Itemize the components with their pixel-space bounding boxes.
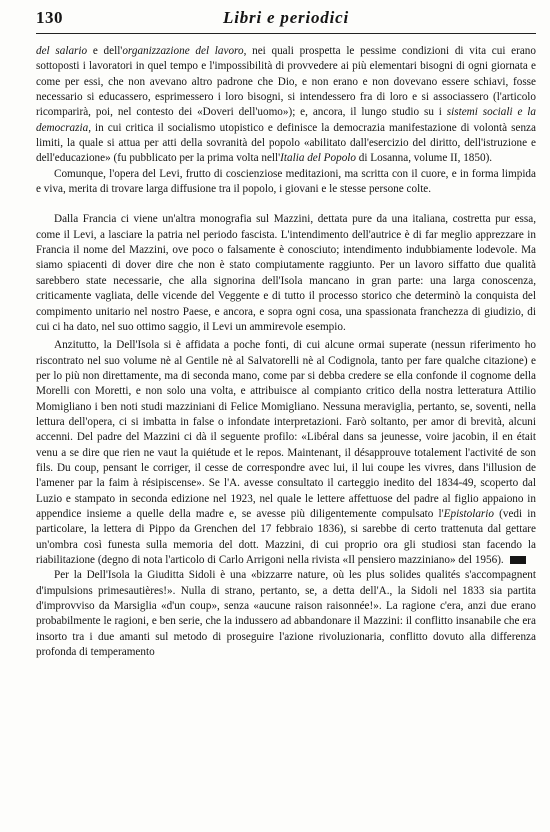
italic-term: organizzazione del lavoro xyxy=(122,45,244,57)
page-number: 130 xyxy=(36,8,63,27)
paragraph-1 xyxy=(36,44,536,167)
text-run: di Losanna, volume II, 1850). xyxy=(356,152,493,165)
running-title: Libri e periodici xyxy=(223,8,349,27)
paragraph-5: Per la Dell'Isola la Giuditta Sidoli è una «bizzarre nature, où les plus solides qualités s'accompagnent d'impulsions primesautières!». Nulla di strano, pertanto, se, a detta dell'A., la Sidoli nel 1833 sia partita d'improvviso da Marsiglia «d'un coup», senza «aucune raison raisonnée!». La ragione c'era, anzi due erano probabilmente le ragioni, e ben serie, che la indussero ad abbandonare il Mazzini: il conflitto insanabile che era insorto tra i due amanti sul metodo di proseguire l'azione rivoluzionaria, conflitto dovuto alla differenza profonda di temperamento xyxy=(36,569,536,659)
text-run: , in cui critica il socialismo utopistico e definisce la democrazia manifestazione di volontà senza limiti, la quale si attua per atti della sovranità del popolo «abilitato dall'esercizio del diritto, dell'istruzione e dell'educazione» (fu pubblicato per la prima volta nell' xyxy=(36,121,536,165)
header-rule xyxy=(36,33,536,34)
section-gap xyxy=(36,197,536,212)
paragraph-2: Comunque, l'opera del Levi, frutto di coscienziose meditazioni, ma scritta con il cuore, e in forma limpida e viva, merita di trovare larga diffusione tra il popolo, i giovani e le stesse persone colte. xyxy=(36,167,536,196)
italic-term: Epistolario xyxy=(443,507,494,520)
text-run: Anzitutto, la Dell'Isola si è affidata a poche fonti, di cui alcune ormai superate (nessun riferimento ho riscontrato nel suo volume nè al Gentile nè al Salvatorelli nè al Codignola, tanto per fare qualche citazione) e per lo più non direttamente, ma di seconda mano, come par si debba credere se ella confonde il cognome della Morelli con Moretti, e non solo una volta, e attribuisce al compianto critico della nostra letteratura Attilio Momigliano i ben noti studi mazziniani di Felice Momigliano. Nessuna meraviglia, pertanto, se, soventi, nella lettura dell'opera, ci si imbatta in false o infondate interpretazioni. Farò soltanto, per amor di brevità, alcuni accenni. Del padre del Mazzini ci dà il seguente profilo: «Libéral dans sa jeunesse, voire jacobin, il en était venu a se dire que rien ne vaut la quiétude et le repos. Maintenant, il désapprouve totalement l'activité de son fils. Du coup, pensant le corriger, il cesse de correspondre avec lui, il lui coupe les vivres, dans l'illusion de l'amener par la faim à résipiscense». Se l'A. avesse consultato il carteggio inedito del 1834-49, scoperto dal Luzio e stampato in seconda edizione nel 1923, nel quale le lettere affettuose del padre al figlio appaiono in appendice insieme a quelle della madre e, se avesse più diligentemente compulsato l' xyxy=(36,339,536,520)
text-run: e dell' xyxy=(87,45,123,57)
text-run: , nei quali prospetta le pessime condizioni di vita cui erano sottoposti i lavoratori in quel tempo e l'impossibilità di provvedere ai più elementari bisogni di ogni giornata e come per essi, che non avevano altro padrone che Dio, e non erano e non dovevano essere schiavi, fosse necessario si educassero, esprimessero i loro bisogni, si intendessero fra di loro e si associassero (l'articolo ricomparirà, poi, nel contesto dei «Doveri dell'uomo»); e, ancora, il lungo studio su i xyxy=(36,45,536,119)
running-header xyxy=(36,6,536,34)
paragraph-4 xyxy=(36,338,536,568)
text-run: (vedi in particolare, la lettera di Pippo da Grenchen del 17 febbraio 1836), si sarebbe di certo trattenuta dal gettare un'ombra così funesta sulla memoria del dott. Mazzini, di cui proprio ora gli studiosi stan facendo la riabilitazione (degno di nota l'articolo di Carlo Arrigoni nella rivista «Il pensiero mazziniano» del 1956). xyxy=(36,507,536,566)
article-body xyxy=(36,44,536,660)
italic-term: del salario xyxy=(36,45,88,57)
ink-mark xyxy=(510,556,526,564)
italic-term: Italia del Popolo xyxy=(280,152,356,165)
paragraph-3: Dalla Francia ci viene un'altra monografia sul Mazzini, dettata pure da una italiana, costretta pur essa, come il Levi, a lasciare la patria nel periodo fascista. L'intendimento dell'autrice è di far meglio apprezzare in Francia il nome del Mazzini, ove poco o falsamente è conosciuto; intendimento indubbiamente lodevole. Ma siamo spiacenti di dover dire che non è stato compiutamente raggiunto. Per un lavoro siffatto due qualità sarebbero state necessarie, che alla signorina dell'Isola mancano in gran parte: una larga conoscenza, criticamente vagliata, delle vicende del Veggente e di tutto il processo storico che determinò la conquista del compimento unitario nel nostro Paese, e ancora, e sopra ogni cosa, una spassionata franchezza di giudizio, di cui ci ha dato, nel suo ottimo saggio, il Levi un ammirevole esempio. xyxy=(36,213,536,333)
italic-term: sistemi sociali e la democrazia xyxy=(36,106,537,134)
